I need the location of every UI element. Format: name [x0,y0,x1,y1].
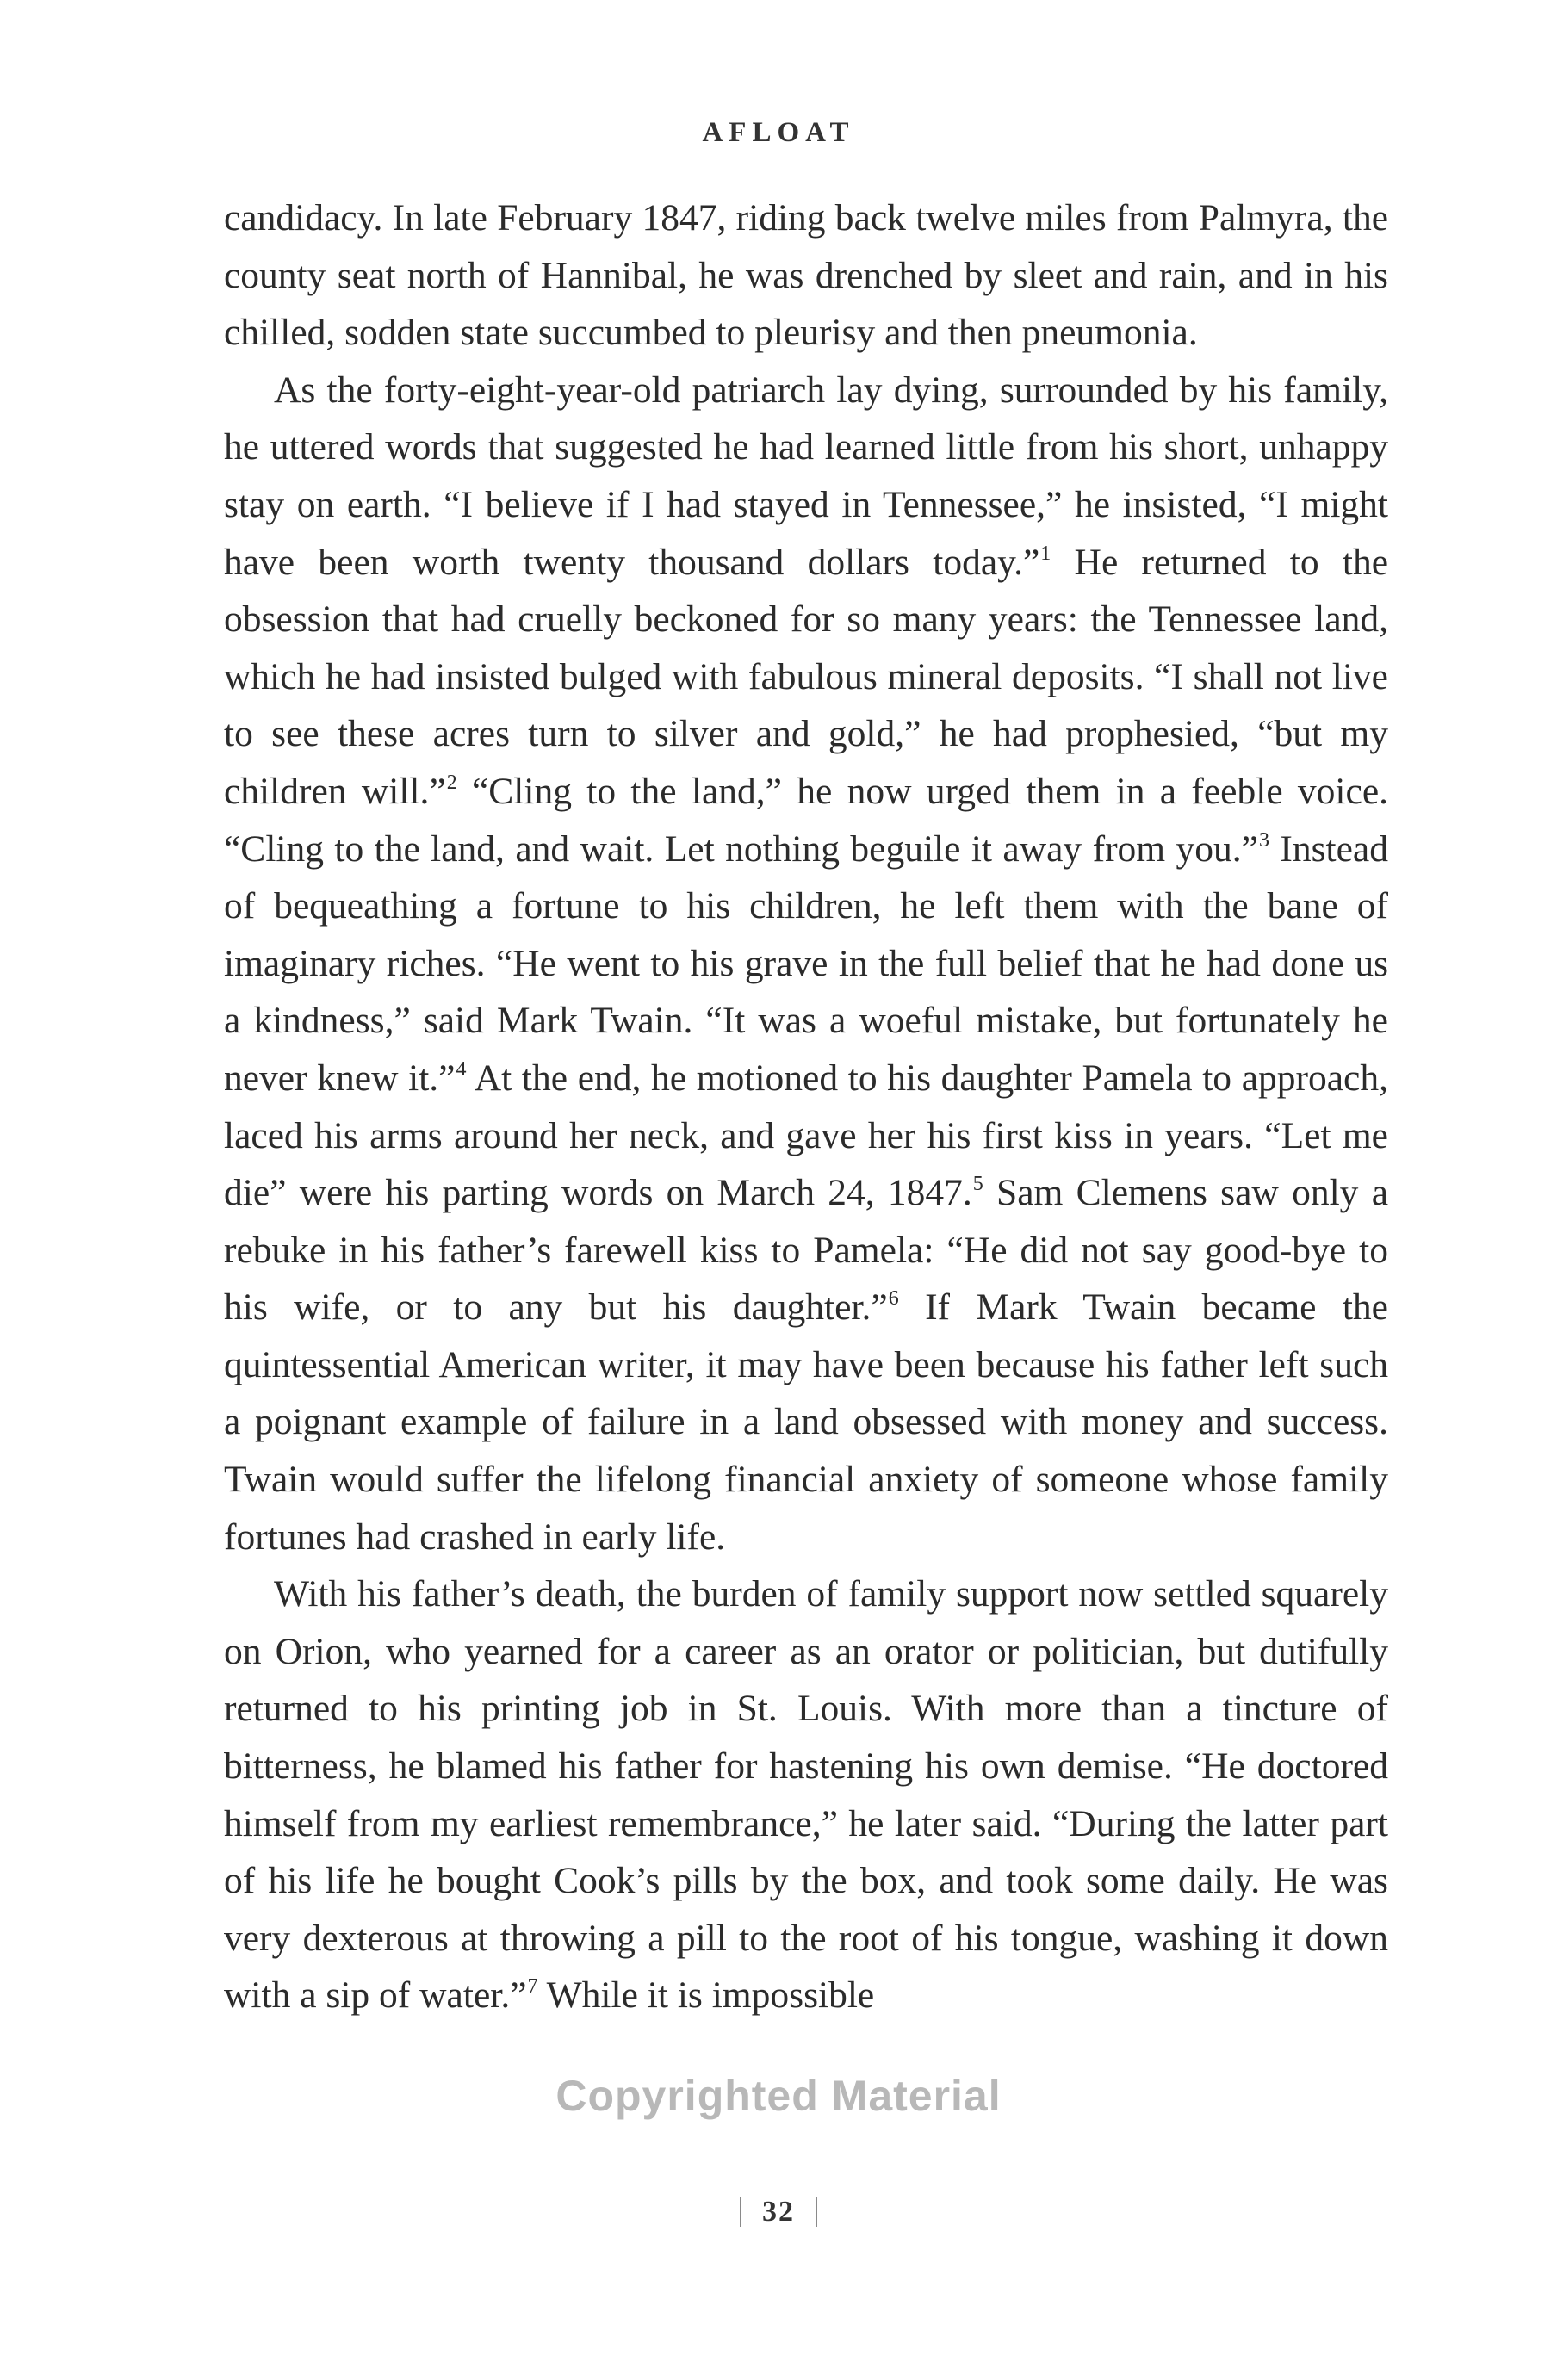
paragraph [224,362,1388,1565]
text-run: candidacy. In late February 1847, riding back twelve miles from Palmyra, the county seat north of Hannibal, he was drenched by sleet and rain, and in his chilled, sodden state succumbed to pleurisy and then pneumonia. [224,197,1388,354]
running-head: AFLOAT [702,117,855,148]
footnote-marker: 5 [972,1173,983,1196]
text-run: As the forty-eight-year-old patriarch lay dying, surrounded by his family, he uttered words that suggested he had learned little from his short, unhappy stay on earth. “I believe if I had stayed in Tennessee,” he insisted, “I might have been worth twenty thousand dollars today.” [224,369,1388,583]
folio-rule-right [816,2197,817,2227]
text-run: Sam Clemens saw only a rebuke in his father’s farewell kiss to Pamela: “He did not say good-bye to his wife, or to any but his daughter.” [224,1172,1388,1329]
text-run: Instead of bequeathing a fortune to his children, he left them with the bane of imaginary riches. “He went to his grave in the full belief that he had done us a kindness,” said Mark Twain. “It was a woeful mistake, but fortunately he never knew it.” [224,827,1388,1099]
footnote-marker: 4 [456,1057,467,1081]
page-number [0,2194,1557,2228]
text-run: With his father’s death, the burden of family support now settled squarely on Orion, who yearned for a career as an orator or politician, but dutifully returned to his printing job in St. Louis. With more than a tincture of bitterness, he blamed his father for hastening his own demise. “He doctored himself from my earliest remembrance,” he later said. “During the latter part of his life he bought Cook’s pills by the box, and took some daily. He was very dexterous at throwing a pill to the root of his tongue, washing it down with a sip of water.” [224,1573,1388,2017]
footnote-marker: 7 [527,1975,538,1999]
text-run: While it is impossible [537,1974,875,2017]
text-run: He returned to the obsession that had cruelly beckoned for so many years: the Tennessee land, which he had insisted bulged with fabulous mineral deposits. “I shall not live to see these acres turn to silver and gold,” he had prophesied, “but my children will.” [224,541,1389,812]
text-run: “Cling to the land,” he now urged them in a feeble voice. “Cling to the land, and wait. Let nothing beguile it away from you.” [224,770,1388,870]
paragraph [224,189,1388,362]
footnote-marker: 6 [888,1287,899,1311]
folio-rule-left [740,2197,741,2227]
text-run: At the end, he motioned to his daughter Pamela to approach, laced his arms around her neck, and gave her his first kiss in years. “Let me die” were his parting words on March 24, 1847. [224,1057,1388,1214]
footnote-marker: 2 [446,771,457,794]
body-text [224,189,1388,2024]
footnote-marker: 1 [1040,542,1051,565]
text-run: If Mark Twain became the quintessential American writer, it may have been because his father left such a poignant example of failure in a land obsessed with money and success. Twain would suffer the lifelong financial anxiety of someone whose family fortunes had crashed in early life. [224,1286,1388,1558]
copyright-watermark: Copyrighted Material [555,2072,1002,2120]
page-number-value: 32 [762,2196,795,2228]
footnote-marker: 3 [1258,828,1269,852]
paragraph [224,1565,1388,2024]
